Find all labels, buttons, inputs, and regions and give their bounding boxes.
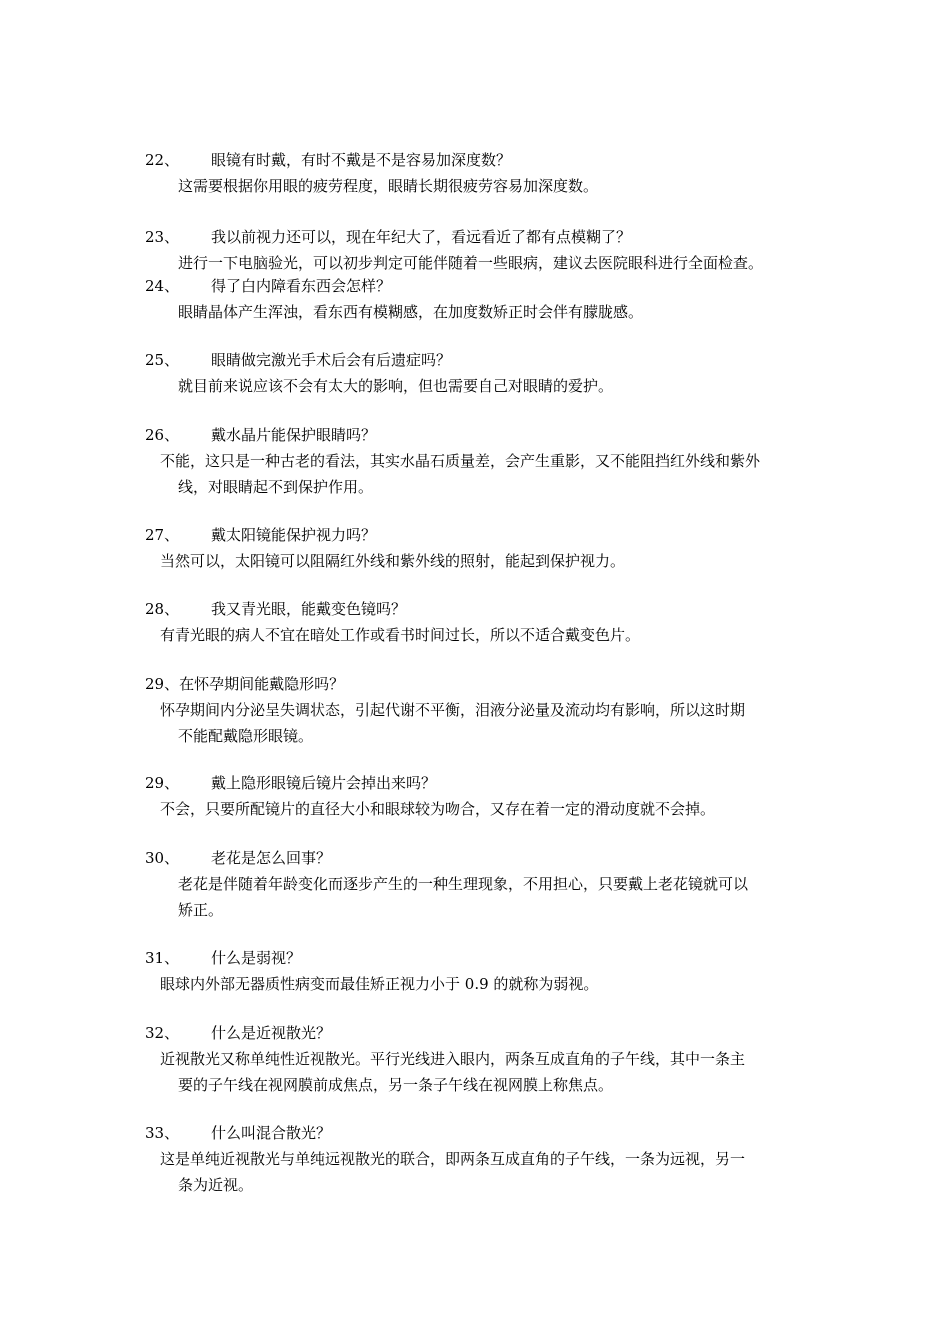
question <box>145 522 376 548</box>
answer-line: 眼球内外部无器质性病变而最佳矫正视力小于 0.9 的就称为弱视。 <box>160 975 599 993</box>
question-text: 眼睛做完激光手术后会有后遗症吗？ <box>211 351 452 369</box>
answer-line: 就目前来说应该不会有太大的影响，但也需要自己对眼睛的爱护。 <box>178 377 614 395</box>
question-text: 老花是怎么回事？ <box>211 849 332 867</box>
question-number: 27、 <box>145 526 180 544</box>
answer-line: 这是单纯近视散光与单纯远视散光的联合，即两条互成直角的子午线，一条为远视，另一 <box>160 1150 746 1168</box>
answer <box>160 971 598 997</box>
question-number: 23、 <box>145 228 180 246</box>
answer-line: 要的子午线在视网膜前成焦点，另一条子午线在视网膜上称焦点。 <box>178 1076 614 1094</box>
question <box>145 770 436 796</box>
question <box>145 273 391 299</box>
question-text: 什么是近视散光？ <box>211 1024 332 1042</box>
question-text: 我以前视力还可以，现在年纪大了，看远看近了都有点模糊了？ <box>211 228 632 246</box>
question-text: 眼镜有时戴，有时不戴是不是容易加深度数？ <box>211 151 512 169</box>
question-text: 什么叫混合散光？ <box>211 1124 332 1142</box>
answer-line: 眼睛晶体产生浑浊，看东西有模糊感，在加度数矫正时会伴有朦胧感。 <box>178 303 644 321</box>
answer-line: 怀孕期间内分泌呈失调状态，引起代谢不平衡，泪液分泌量及流动均有影响，所以这时期 <box>160 701 746 719</box>
answer <box>178 173 598 199</box>
answer-line: 近视散光又称单纯性近视散光。平行光线进入眼内，两条互成直角的子午线，其中一条主 <box>160 1050 746 1068</box>
question-text: 戴水晶片能保护眼睛吗？ <box>211 426 377 444</box>
answer-line: 不会，只要所配镜片的直径大小和眼球较为吻合，又存在着一定的滑动度就不会掉。 <box>160 800 716 818</box>
question-number: 31、 <box>145 949 180 967</box>
answer-line: 当然可以，太阳镜可以阻隔红外线和紫外线的照射，能起到保护视力。 <box>160 552 626 570</box>
question-text: 我又青光眼，能戴变色镜吗？ <box>211 600 407 618</box>
answer <box>178 871 748 923</box>
question-number: 29、 <box>145 675 180 693</box>
question-text: 在怀孕期间能戴隐形吗？ <box>179 675 345 693</box>
answer <box>160 448 760 500</box>
answer <box>160 796 715 822</box>
question-number: 28、 <box>145 600 180 618</box>
question-text: 戴上隐形眼镜后镜片会掉出来吗？ <box>211 774 437 792</box>
answer <box>178 299 643 325</box>
question-text: 什么是弱视？ <box>211 949 302 967</box>
question-number: 29、 <box>145 774 180 792</box>
question <box>145 224 631 250</box>
question <box>145 1020 331 1046</box>
question-text: 戴太阳镜能保护视力吗？ <box>211 526 377 544</box>
answer <box>160 1146 745 1198</box>
question <box>145 422 376 448</box>
answer <box>160 1046 745 1098</box>
answer <box>160 622 640 648</box>
answer-line: 条为近视。 <box>178 1176 254 1194</box>
answer-line: 不能，这只是一种古老的看法，其实水晶石质量差，会产生重影，又不能阻挡红外线和紫外 <box>160 452 761 470</box>
question-number: 25、 <box>145 351 180 369</box>
question-number: 30、 <box>145 849 180 867</box>
question-number: 33、 <box>145 1124 180 1142</box>
question <box>145 671 344 697</box>
answer-line: 进行一下电脑验光，可以初步判定可能伴随着一些眼病，建议去医院眼科进行全面检查。 <box>178 254 764 272</box>
question-number: 24、 <box>145 277 180 295</box>
answer <box>160 697 745 749</box>
answer <box>160 548 625 574</box>
answer-line: 矫正。 <box>178 901 224 919</box>
question <box>145 147 511 173</box>
question <box>145 945 301 971</box>
answer <box>178 373 613 399</box>
answer-line: 线，对眼睛起不到保护作用。 <box>178 478 374 496</box>
answer-line: 有青光眼的病人不宜在暗处工作或看书时间过长，所以不适合戴变色片。 <box>160 626 641 644</box>
question <box>145 347 451 373</box>
question <box>145 1120 331 1146</box>
question-number: 22、 <box>145 151 180 169</box>
question <box>145 845 331 871</box>
question <box>145 596 406 622</box>
answer-line: 不能配戴隐形眼镜。 <box>178 727 314 745</box>
question-number: 26、 <box>145 426 180 444</box>
question-number: 32、 <box>145 1024 180 1042</box>
answer-line: 老花是伴随着年龄变化而逐步产生的一种生理现象，不用担心，只要戴上老花镜就可以 <box>178 875 749 893</box>
question-text: 得了白内障看东西会怎样？ <box>211 277 392 295</box>
answer-line: 这需要根据你用眼的疲劳程度，眼睛长期很疲劳容易加深度数。 <box>178 177 599 195</box>
